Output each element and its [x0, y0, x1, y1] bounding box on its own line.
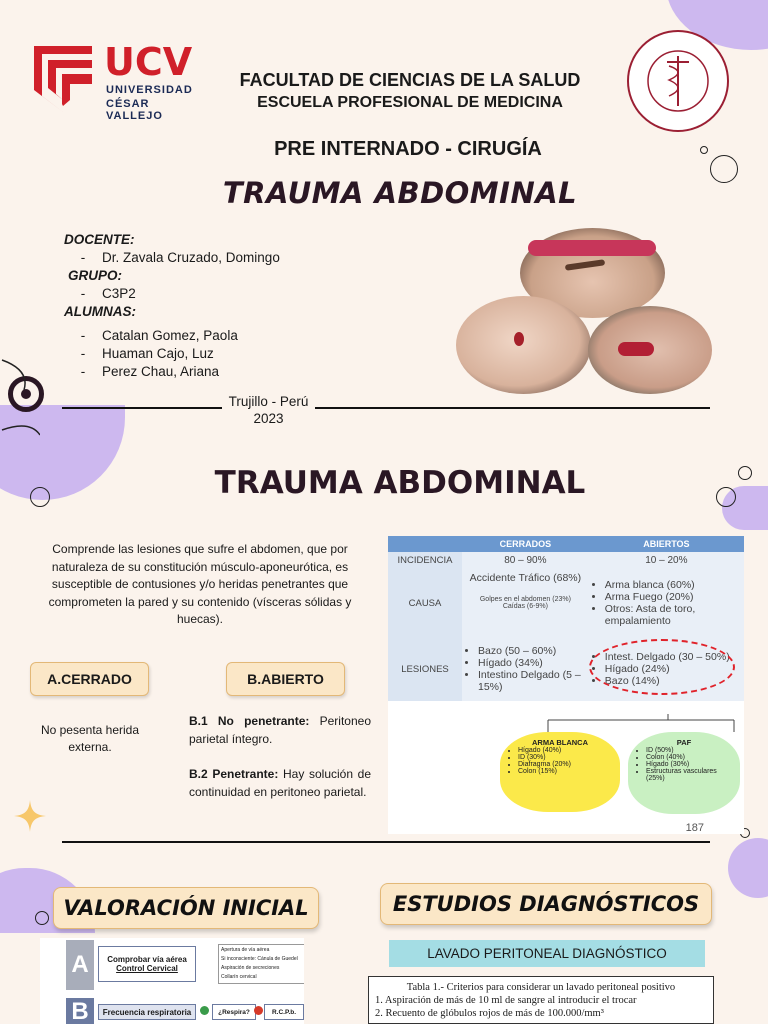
cerrado-label: A.CERRADO	[30, 662, 149, 696]
alumna-row: - Perez Chau, Ariana	[80, 364, 220, 379]
ucv-shield-icon	[32, 44, 94, 114]
table-cell	[589, 637, 744, 701]
table-cell: 10 – 20%	[589, 552, 744, 569]
list-item: • Hígado (24%)	[605, 663, 740, 675]
figure-page-number: 187	[685, 822, 704, 834]
docente-label: DOCENTE:	[64, 232, 135, 247]
table-cell	[462, 569, 589, 637]
flow-b-rcp: R.C.P.b.	[264, 1004, 304, 1020]
alumna-name: Catalan Gomez, Paola	[102, 328, 238, 343]
flow-note: Aspiración de secreciones	[221, 965, 280, 971]
abierto-label: B.ABIERTO	[226, 662, 345, 696]
school-seal	[627, 30, 729, 132]
cover-divider-right	[315, 407, 710, 409]
causa-cerrado-main: Accidente Tráfico (68%)	[469, 572, 582, 584]
cover-title: TRAUMA ABDOMINAL	[222, 176, 578, 210]
list-item: • ID (50%)	[646, 747, 732, 754]
seal-emblem-icon	[629, 32, 727, 130]
section-divider	[62, 841, 710, 843]
list-item: • Intest. Delgado (30 – 50%)	[605, 651, 740, 663]
flow-a-notes	[218, 944, 304, 984]
flow-letter-b: B	[66, 998, 94, 1024]
list-item: • ID (30%)	[518, 754, 612, 761]
criteria-item: 1. Aspiración de más de 10 ml de sangre al introducir el trocar	[375, 995, 637, 1006]
wound-photo-3	[588, 306, 712, 394]
table-header: CERRADOS	[462, 536, 589, 552]
criteria-title: Tabla 1.- Criterios para considerar un lavado peritoneal positivo	[406, 982, 676, 993]
docente-name: Dr. Zavala Cruzado, Domingo	[102, 250, 280, 265]
decor-ring	[700, 146, 708, 154]
row-label: LESIONES	[388, 637, 462, 701]
alumna-row: - Catalan Gomez, Paola	[80, 328, 238, 343]
course-title: PRE INTERNADO - CIRUGÍA	[274, 138, 542, 160]
row-label: CAUSA	[388, 569, 462, 637]
paf-title: PAF	[676, 738, 692, 747]
b1-text: Peritoneo parietal íntegro.	[189, 714, 371, 746]
table-header	[388, 536, 462, 552]
trauma-photo-collage	[456, 228, 712, 398]
alumna-name: Huaman Cajo, Luz	[102, 346, 214, 361]
definition-text: Comprende las lesiones que sufre el abdomen, que por naturaleza de su constitución músculo-aponeurótica, es susceptible de contusiones y/o heridas penetrantes que comprometen la pared y su contenido (vísceras sólidas y huecas).	[48, 542, 352, 626]
flow-a-title: Comprobar vía aérea	[107, 955, 187, 964]
list-item: • Colon (40%)	[646, 754, 732, 761]
list-item: • Diafragma (20%)	[518, 761, 612, 768]
list-item: • Estructuras vasculares (25%)	[646, 768, 732, 782]
decor-ring	[35, 911, 49, 925]
faculty-title: FACULTAD DE CIENCIAS DE LA SALUD	[239, 70, 581, 90]
logo-line1: UNIVERSIDAD	[106, 84, 193, 96]
grupo-value: C3P2	[102, 286, 136, 301]
list-item: • Hígado (30%)	[646, 761, 732, 768]
credits	[64, 231, 394, 381]
valoracion-banner: VALORACIÓN INICIAL	[53, 887, 319, 929]
paf-cloud	[628, 732, 740, 814]
b2-paragraph	[189, 766, 371, 801]
flow-no-dot	[254, 1006, 263, 1015]
list-item: • Arma blanca (60%)	[605, 579, 740, 591]
ucv-logo	[32, 40, 202, 122]
causa-cerrado-sub: Golpes en el abdomen (23%)	[479, 596, 571, 603]
table-header: ABIERTOS	[589, 536, 744, 552]
decor-ring	[738, 466, 752, 480]
table-header-row	[388, 536, 744, 552]
alumna-row: - Huaman Cajo, Luz	[80, 346, 214, 361]
decor-ring	[710, 155, 738, 183]
school-title: ESCUELA PROFESIONAL DE MEDICINA	[257, 94, 563, 111]
grupo-label: GRUPO:	[68, 268, 122, 283]
list-item: • Bazo (14%)	[605, 675, 740, 687]
decor-ring	[716, 487, 736, 507]
classification-figure	[388, 536, 744, 834]
arma-blanca-cloud	[500, 732, 620, 812]
table-row	[388, 637, 744, 701]
table-cell	[589, 569, 744, 637]
criteria-item: 2. Recuento de glóbulos rojos de más de 100.000/mm³	[375, 1008, 604, 1019]
docente-row: - Dr. Zavala Cruzado, Domingo	[80, 250, 280, 265]
sparkle-icon	[14, 800, 46, 832]
list-item: • Bazo (50 – 60%)	[478, 645, 585, 657]
flow-note: Collarín cervical	[221, 974, 257, 980]
table-cell	[462, 637, 589, 701]
tree-connector	[388, 714, 744, 734]
alumna-name: Perez Chau, Ariana	[102, 364, 220, 379]
list-item: • Colon (15%)	[518, 768, 612, 775]
flow-a-subtitle: Control Cervical	[116, 964, 178, 973]
logo-acronym: UCV	[104, 40, 193, 84]
decor-arc	[0, 350, 40, 440]
row-label: INCIDENCIA	[388, 552, 462, 569]
grupo-row: - C3P2	[80, 286, 136, 301]
b1-label: B.1 No penetrante:	[189, 714, 310, 728]
estudios-banner: ESTUDIOS DIAGNÓSTICOS	[380, 883, 712, 925]
table-cell: 80 – 90%	[462, 552, 589, 569]
table-row	[388, 552, 744, 569]
highlight-ellipse	[589, 639, 735, 695]
list-item: • Hígado (34%)	[478, 657, 585, 669]
arma-title: ARMA BLANCA	[532, 738, 588, 747]
causa-cerrado-sub: Caídas (6-9%)	[502, 603, 548, 610]
decor-ring	[30, 487, 50, 507]
classification-table	[388, 536, 744, 701]
wound-photo-2	[456, 296, 591, 394]
flow-letter-a: A	[66, 940, 94, 990]
list-item: • Otros: Asta de toro, empalamiento	[605, 603, 740, 627]
cover-place: Trujillo - Perú	[228, 394, 309, 409]
b1-paragraph	[189, 713, 371, 748]
flow-yes-dot	[200, 1006, 209, 1015]
abc-flowchart	[40, 938, 304, 1024]
table-row	[388, 569, 744, 637]
flow-note: Apertura de vía aérea	[221, 947, 270, 953]
cover-year: 2023	[253, 411, 284, 426]
criteria-table	[368, 976, 714, 1024]
alumnas-label: ALUMNAS:	[64, 304, 136, 319]
flow-b-box: Frecuencia respiratoria	[98, 1004, 196, 1020]
b2-text: Hay solución de continuidad en peritoneo parietal.	[189, 767, 371, 799]
flow-a-box	[98, 946, 196, 982]
flow-b-question: ¿Respira?	[212, 1004, 256, 1020]
list-item: • Arma Fuego (20%)	[605, 591, 740, 603]
list-item: • Intestino Delgado (5 – 15%)	[478, 669, 585, 693]
decor-blob-bottom-right	[728, 838, 768, 898]
cover-divider-left	[62, 407, 222, 409]
section-title: TRAUMA ABDOMINAL	[214, 465, 586, 501]
logo-line2: CÉSAR VALLEJO	[106, 98, 163, 122]
cerrado-text: No pesenta herida externa.	[40, 723, 140, 754]
lavado-label: LAVADO PERITONEAL DIAGNÓSTICO	[389, 940, 705, 967]
flow-note: Si inconsciente: Cánula de Guedel	[221, 956, 298, 962]
list-item: • Hígado (40%)	[518, 747, 612, 754]
b2-label: B.2 Penetrante:	[189, 767, 279, 781]
